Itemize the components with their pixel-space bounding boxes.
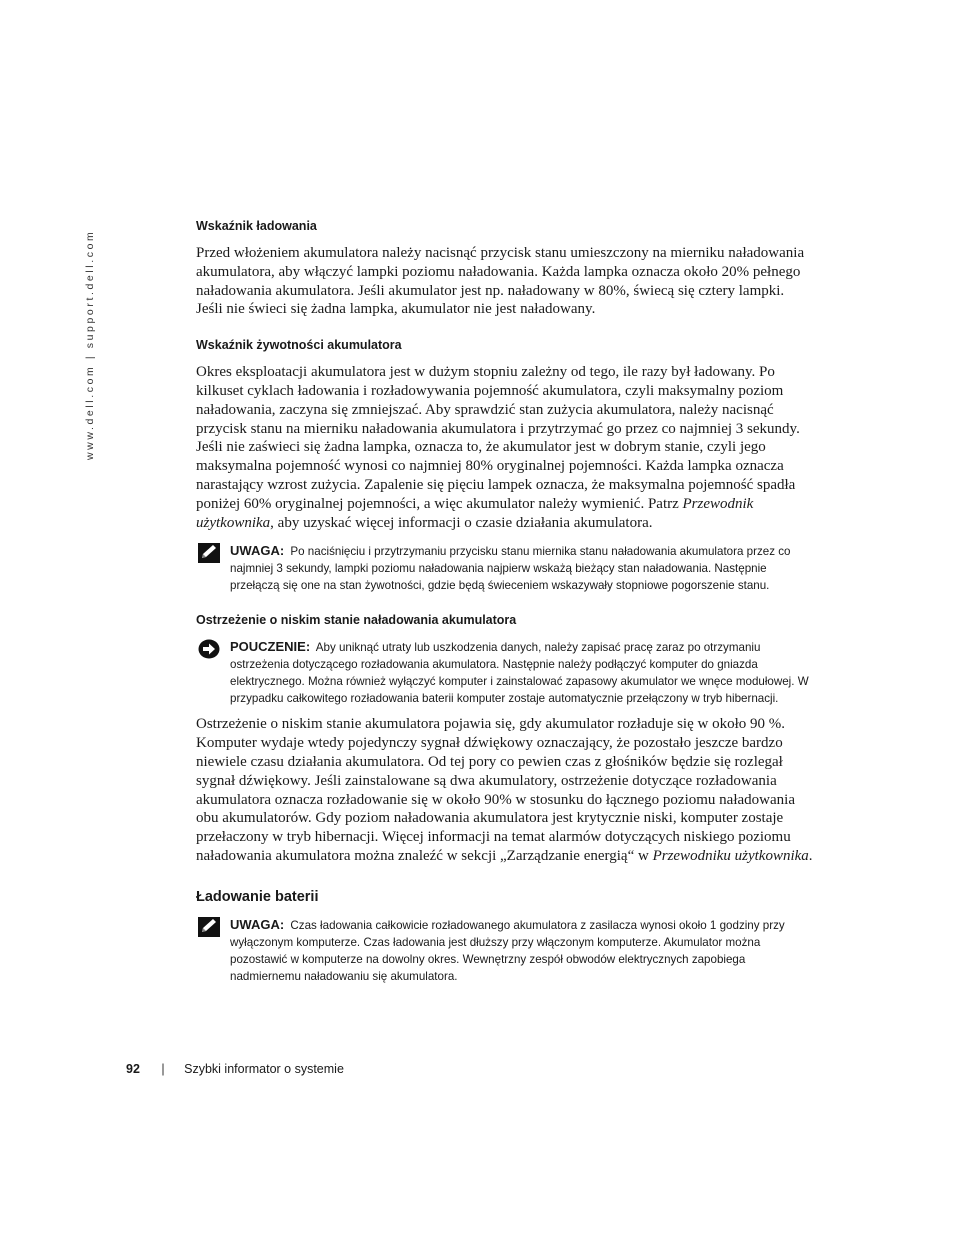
pencil-note-icon (198, 543, 220, 568)
footer-separator: | (161, 1062, 165, 1076)
heading-charge-gauge: Wskaźnik ładowania (196, 219, 317, 233)
paragraph-low-battery-text-a: Ostrzeżenie o niskim stanie akumulatora pojawia się, gdy akumulator rozładuje się w około 90 %. Komputer wydaje wtedy pojedynczy sygnał dźwiękowy oznaczający, że pozostało jeszcze bardzo niewiele czasu działania akumulatora. Od tej pory co pewien czas z głośników będzie się rozlegał sygnał dźwiękowy. Jeśli zainstalowane są dwa akumulatory, ostrzeżenie dotyczące rozładowania akumulatora oznacza rozładowanie się w około 90% w stosunku do łącznego poziomu naładowania obu akumulatorów. Gdy poziom naładowania akumulatora jest krytycznie niski, komputer zostaje przełaczony w tryb hibernacji. Więcej informacji na temat alarmów dotyczących niskiego poziomu naładowania akumulatora można znaleźć w sekcji „Zarządzanie energią“ w (196, 716, 795, 864)
heading-low-battery: Ostrzeżenie o niskim stanie naładowania akumulatora (196, 613, 517, 628)
heading-charging: Ładowanie baterii (196, 888, 319, 905)
footer-title: Szybki informator o systemie (184, 1062, 344, 1076)
pencil-note-icon (198, 917, 220, 942)
page-number: 92 (126, 1062, 140, 1076)
notice-arrow-icon (198, 639, 220, 664)
paragraph-health-gauge (196, 363, 814, 532)
user-guide-reference: Przewodniku użytkownika (652, 847, 809, 864)
page-content (196, 218, 814, 985)
note-health-gauge (196, 542, 814, 594)
paragraph-health-gauge-text-a: Okres eksploatacji akumulatora jest w dużym stopniu zależny od tego, ile razy był ładowany. Po kilkuset cyklach ładowania i rozładowywania pojemność akumulatora, czyli maksymalny poziom naładowania, zaczyna się zmniejszać. Aby sprawdzić stan zużycia akumulatora, należy nacisnąć przycisk stanu na mierniku naładowania akumulatora i przytrzymać go przez co najmniej 3 sekundy. Jeśli nie zaświeci się żadna lampka, oznacza to, że akumulator jest w dobrym stanie, czyli jego maksymalna pojemność wynosi co najmniej 80% oryginalnej pojemności. Każda lampka oznacza narastający wzrost zużycia. Zapalenie się pięciu lampek oznacza, że maksymalna pojemność spadła poniżej 60% oryginalnej pojemności, a więc akumulator należy wymienić. Patrz (196, 364, 800, 512)
notice-label: POUCZENIE: (230, 639, 311, 655)
user-guide-reference: Przewodnik użytkownika (196, 495, 754, 531)
note-charging (196, 916, 814, 985)
heading-health-gauge: Wskaźnik żywotności akumulatora (196, 338, 402, 353)
note-text: Po naciśnięciu i przytrzymaniu przycisku stanu miernika stanu naładowania akumulatora przez co najmniej 3 sekundy, lampki poziomu naładowania najpierw wskażą bieżący stan naładowania. Następnie przełączą się one na stan żywotności, gdzie będą świeceniem wskazywały stopniowe pogorszenie stanu. (230, 545, 791, 593)
note-label: UWAGA: (230, 916, 285, 932)
paragraph-low-battery-text-b: . (808, 847, 813, 864)
note-text: Czas ładowania całkowicie rozładowanego akumulatora z zasilacza wynosi około 1 godziny przy wyłączonym komputerze. Czas ładowania jest dłuższy przy włączonym komputerze. Akumulator można pozostawić w komputerze na dowolny okres. Wewnętrzny zespół obwodów elektrycznych zapobiega nadmiernemu naładowaniu się akumulatora. (230, 918, 785, 983)
paragraph-health-gauge-text-b: , aby uzyskać więcej informacji o czasie działania akumulatora. (270, 514, 653, 531)
page-footer (126, 1062, 344, 1076)
paragraph-low-battery (196, 715, 814, 865)
notice-low-battery (196, 638, 814, 707)
paragraph-charge-gauge: Przed włożeniem akumulatora należy nacisnąć przycisk stanu umieszczony na mierniku naładowania akumulatora, aby włączyć lampki poziomu naładowania. Każda lampka oznacza około 20% pełnego naładowania akumulatora. Jeśli akumulator jest np. naładowany w 80%, świecą się cztery lampki. Jeśli nie świeci się żadna lampka, akumulator nie jest naładowany. (196, 245, 805, 318)
notice-text: Aby uniknąć utraty lub uszkodzenia danych, należy zapisać pracę zaraz po otrzymaniu ostrzeżenia dotyczącego rozładowania akumulatora. Następnie należy podłączyć komputer do gniazda elektrycznego. Można również wyłączyć komputer i zainstalować zapasowy akumulator we wnęce modułowej. W przypadku całkowitego rozładowania baterii komputer zostaje automatycznie przełączony w tryb hibernacji. (230, 641, 809, 706)
side-url: www.dell.com | support.dell.com (84, 229, 96, 460)
note-label: UWAGA: (230, 543, 285, 559)
